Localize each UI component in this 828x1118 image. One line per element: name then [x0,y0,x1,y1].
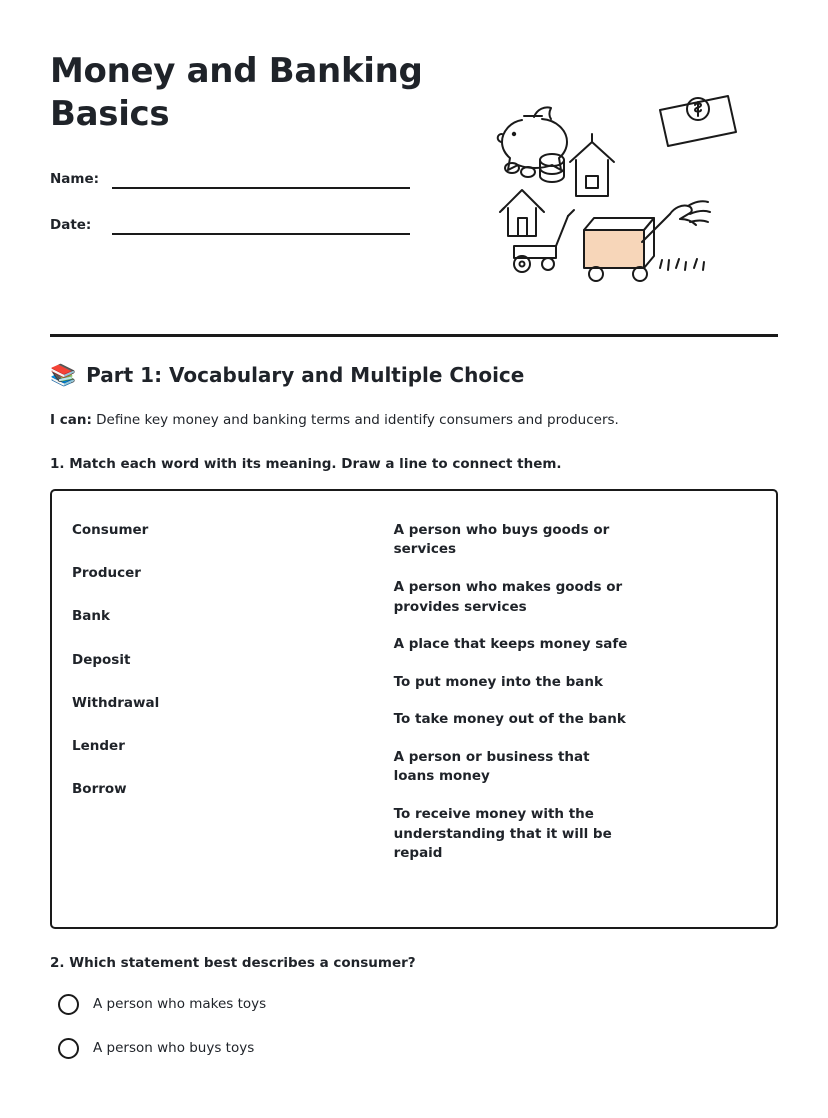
name-input[interactable] [112,169,410,189]
question-2-option-label: A person who makes toys [93,996,267,1013]
date-field-row [50,215,410,235]
match-term[interactable]: Deposit [72,651,131,668]
cardboard-box-icon [584,218,654,281]
match-definition[interactable]: A place that keeps money safe [393,636,628,653]
match-term[interactable]: Producer [72,565,141,582]
match-term[interactable]: Borrow [72,781,127,798]
i-can-text: Define key money and banking terms and identify consumers and producers. [96,412,619,428]
matching-activity-box [50,489,778,929]
part1-title: Part 1: Vocabulary and Multiple Choice [86,363,525,387]
match-term[interactable]: Withdrawal [72,694,160,711]
books-icon: 📚 [50,362,77,387]
match-definition[interactable]: To receive money with the understanding that it will be repaid [393,805,612,862]
match-definition[interactable]: A person who buys goods or services [393,521,610,558]
question-1-prompt: 1. Match each word with its meaning. Draw a line to connect them. [50,455,562,472]
matching-terms-column [72,521,394,927]
question-2-prompt: 2. Which statement best describes a consumer? [50,954,416,971]
piggy-bank-icon [498,107,567,170]
dollar-bill-icon [660,96,736,146]
match-definition[interactable]: A person or business that loans money [393,748,590,785]
match-term[interactable]: Consumer [72,521,149,538]
match-definition[interactable]: To put money into the bank [393,673,603,690]
question-2-option-label: A person who buys toys [93,1040,255,1057]
question-2-option[interactable] [50,994,778,1015]
grass-icon [660,259,704,270]
money-and-banking-doodle-illustration [492,72,782,302]
date-field-label: Date: [50,217,92,233]
radio-button-icon[interactable] [58,994,79,1015]
page-title: Money and Banking Basics [50,51,423,134]
match-term[interactable]: Bank [72,608,110,625]
i-can-label: I can: [50,412,92,428]
question-2-option[interactable] [50,1038,778,1059]
small-house-icon [500,190,544,236]
radio-button-icon[interactable] [58,1038,79,1059]
match-definition[interactable]: To take money out of the bank [393,711,626,728]
i-can-statement [50,411,778,430]
matching-definitions-column [394,521,742,927]
part1-heading [50,363,778,387]
worksheet-header [50,44,778,294]
house-icon [570,134,614,196]
match-term[interactable]: Lender [72,737,125,754]
name-field-row [50,169,410,189]
match-definition[interactable]: A person who makes goods or provides services [393,579,623,615]
name-field-label: Name: [50,171,100,187]
date-input[interactable] [112,215,410,235]
lawn-mower-icon [514,210,574,272]
header-divider [50,334,778,337]
